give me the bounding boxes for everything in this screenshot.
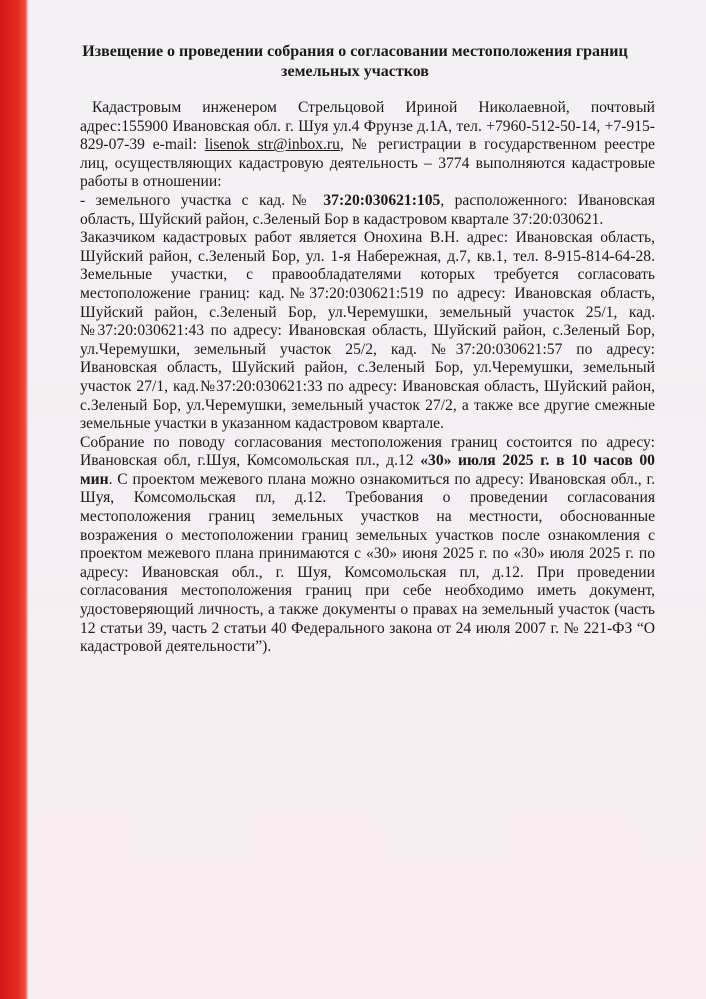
paragraph-engineer: [80, 99, 655, 192]
paragraph-land-plot: [80, 192, 655, 229]
engineer-text: Кадастровым инженером Стрельцовой Ириной Николаевной, почтовый адрес:155900 Ивановская обл. г. Шуя ул.4 Фрунзе д.1А, тел. +7960-512-50-14, +7-915-829-07-39 e-mail:: [80, 99, 655, 154]
notice-body: [80, 99, 655, 657]
paragraph-customer: Заказчиком кадастровых работ является Онохина В.Н. адрес: Ивановская область, Шуйский район, с.Зеленый Бор, ул. 1-я Набережная, д.7, кв.1, тел. 8-915-814-64-28. Земельные участки, с правообладателями которых требуется согласовать местоположение границ: кад.№37:20:030621:519 по адресу: Ивановская область, Шуйский район, с.Зеленый Бор, ул.Черемушки, земельный участок 25/1, кад.№37:20:030621:43 по адресу: Ивановская область, Шуйский район, с.Зеленый Бор, ул.Черемушки, земельный участок 25/2, кад. №37:20:030621:57 по адресу: Ивановская область, Шуйский район, с.Зеленый Бор, ул.Черемушки, земельный участок 27/1, кад.№37:20:030621:33 по адресу: Ивановская область, Шуйский район, с.Зеленый Бор, ул.Черемушки, земельный участок 27/2, а также все другие смежные земельные участки в указанном кадастровом квартале.: [80, 229, 655, 433]
email-link[interactable]: lisenok_str@inbox.ru: [204, 136, 340, 154]
notice-title: Извещение о проведении собрания о согласовании местоположения границ земельных участков: [82, 43, 628, 80]
registration-text: , № регистрации в государственном реестре лиц, осуществляющих кадастровую деятельность – 3774 выполняются кадастровые работы в отношении:: [80, 136, 655, 191]
red-page-edge: [0, 0, 28, 999]
meeting-details: . С проектом межевого плана можно ознакомиться по адресу: Ивановская обл., г. Шуя, Комсомольская пл, д.12. Требования о проведении согласования местоположения границ земельных участков на местности, обоснованные возражения о местоположении границ земельных участков после ознакомления с проектом межевого плана принимаются с «30» июня 2025 г. по «30» июля 2025 г. по адресу: Ивановская обл., г. Шуя, Комсомольская пл, д.12. При проведении согласования местоположения границ при себе необходимо иметь документ, удостоверяющий личность, а также документы о правах на земельный участок (часть 12 статьи 39, часть 2 статьи 40 Федерального закона от 24 июля 2007 г. № 221-ФЗ “О кадастровой деятельности”).: [80, 470, 655, 656]
land-plot-location: , расположенного: Ивановская область, Шуйский район, с.Зеленый Бор в кадастровом квартале 37:20:030621.: [80, 191, 655, 228]
paragraph-meeting: [80, 434, 655, 657]
meeting-date-time: «30» июля 2025 г. в 10 часов 00 мин: [80, 452, 655, 488]
land-plot-text: - земельного участка с кад.№: [80, 191, 324, 209]
cadastral-number: 37:20:030621:105: [323, 191, 441, 209]
meeting-text: Собрание по поводу согласования местоположения границ состоится по адресу: Ивановская обл, г.Шуя, Комсомольская пл., д.12: [80, 433, 655, 470]
